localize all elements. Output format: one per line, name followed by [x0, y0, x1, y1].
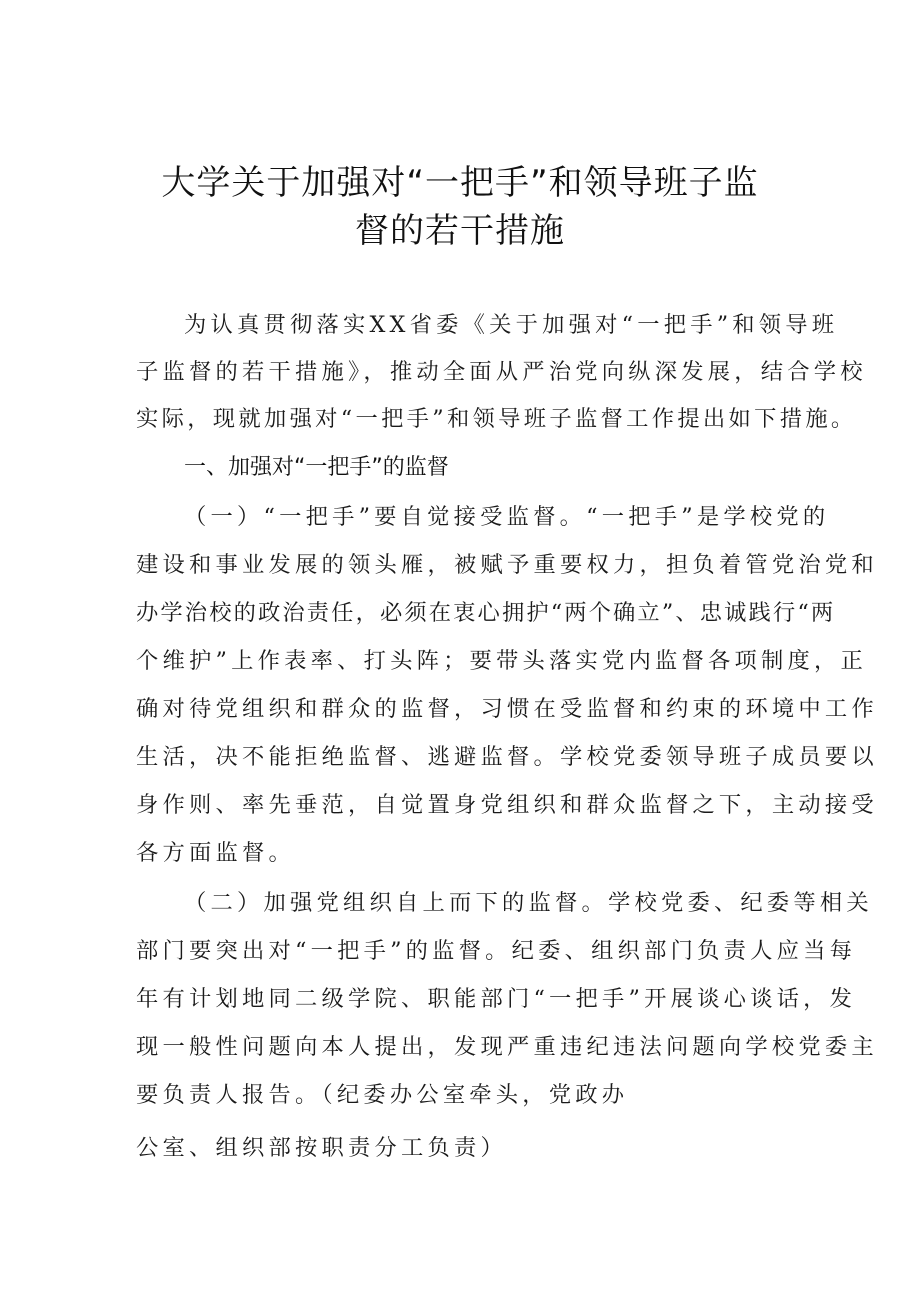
paragraph-line: 各方面监督。 [136, 840, 295, 866]
paragraph-line: 部门要突出对“一把手”的监督。纪委、组织部门负责人应当每 [136, 938, 857, 964]
section-heading: 一、加强对“一把手”的监督 [184, 455, 449, 480]
paragraph-line: 公室、组织部按职责分工负责） [136, 1135, 507, 1161]
paragraph-line: 现一般性问题向本人提出，发现严重违纪违法问题向学校党委主 [136, 1034, 878, 1060]
paragraph-line: 办学治校的政治责任，必须在衷心拥护“两个确立”、忠诚践行“两 [136, 600, 836, 626]
paragraph-line: 确对待党组织和群众的监督，习惯在受监督和约束的环境中工作 [136, 696, 878, 722]
intro-line: 为认真贯彻落实XX省委《关于加强对“一把手”和领导班 [184, 312, 839, 338]
paragraph-line: 生活，决不能拒绝监督、逃避监督。学校党委领导班子成员要以 [136, 744, 878, 770]
paragraph-line: （二）加强党组织自上而下的监督。学校党委、纪委等相关 [184, 890, 873, 916]
document-title-line-1: 大学关于加强对“一把手”和领导班子监 [161, 163, 759, 203]
paragraph-line: 建设和事业发展的领头雁，被赋予重要权力，担负着管党治党和 [136, 552, 878, 578]
intro-line: 实际，现就加强对“一把手”和领导班子监督工作提出如下措施。 [136, 406, 857, 432]
paragraph-line: 年有计划地同二级学院、职能部门“一把手”开展谈心谈话，发 [136, 986, 857, 1012]
paragraph-line: 身作则、率先垂范，自觉置身党组织和群众监督之下，主动接受 [136, 792, 878, 818]
paragraph-line: 要负责人报告。（纪委办公室牵头，党政办 [136, 1082, 629, 1108]
document-title-line-2: 督的若干措施 [355, 211, 565, 251]
paragraph-line: 个维护”上作表率、打头阵；要带头落实党内监督各项制度，正 [136, 648, 868, 674]
intro-line: 子监督的若干措施》，推动全面从严治党向纵深发展，结合学校 [136, 359, 867, 385]
paragraph-line: （一）“一把手”要自觉接受监督。“一把手”是学校党的 [184, 504, 830, 530]
